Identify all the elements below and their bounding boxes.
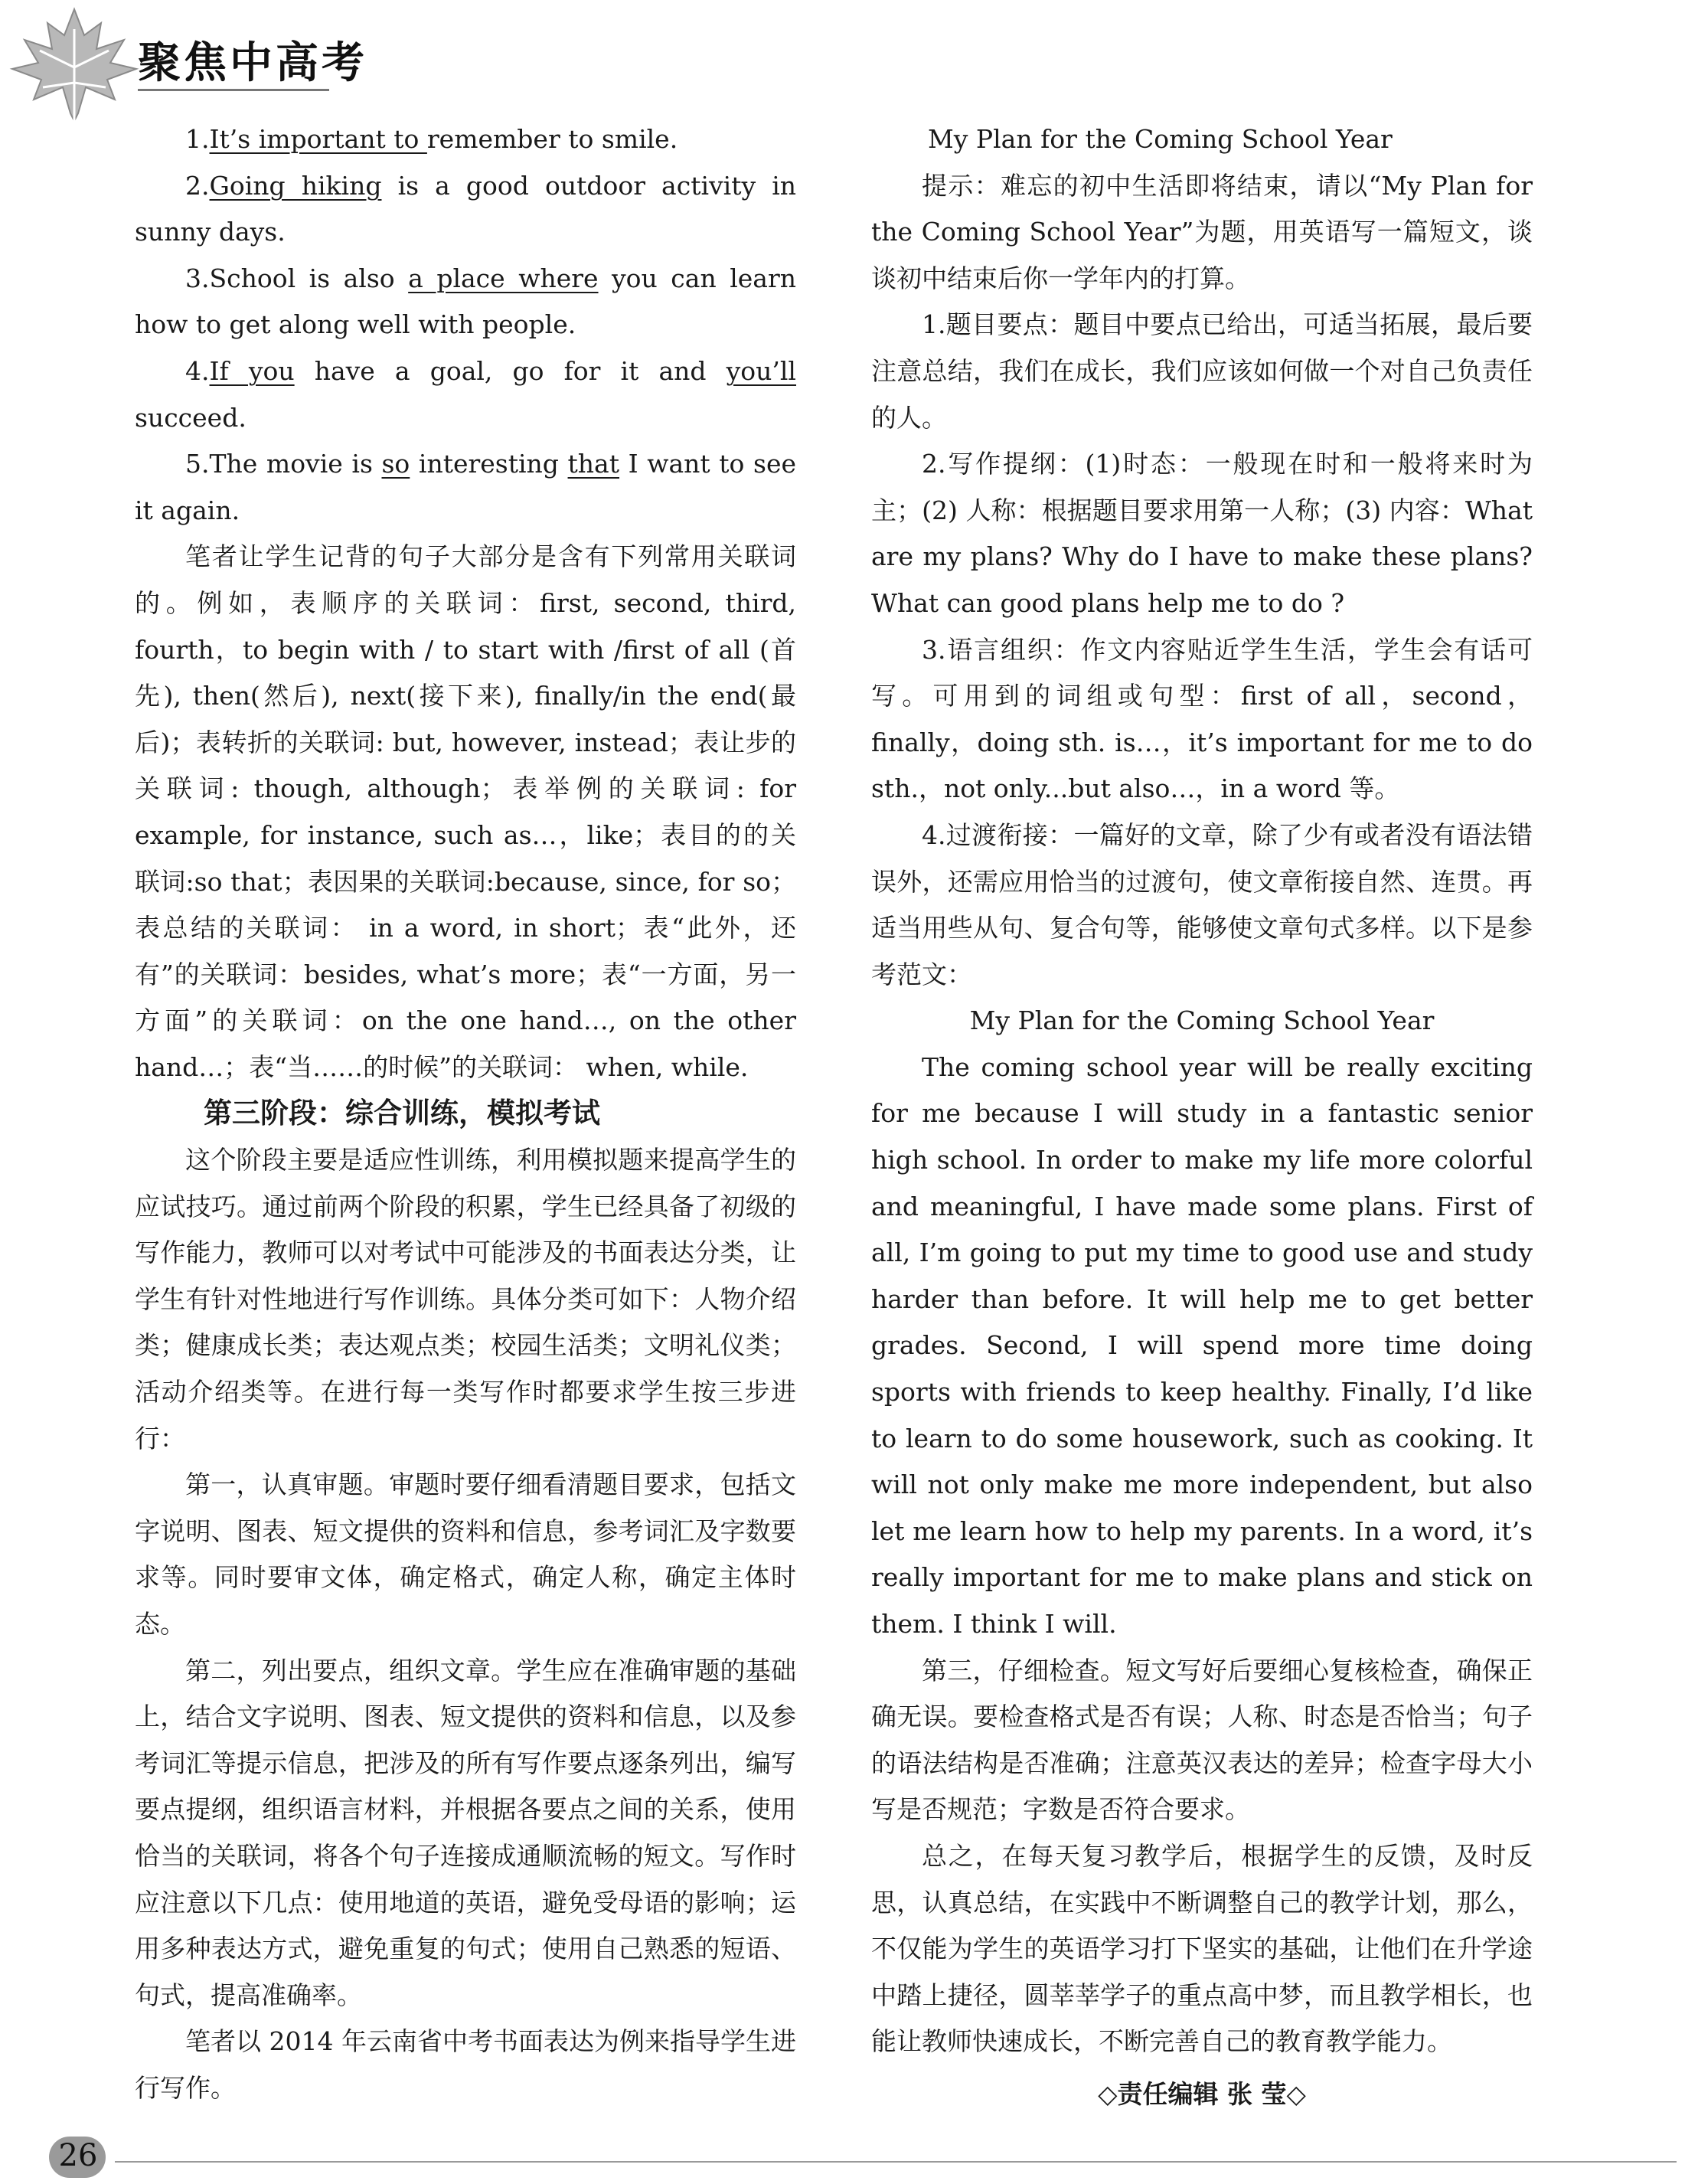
connectives-paragraph: 笔者让学生记背的句子大部分是含有下列常用关联词的。例如，表顺序的关联词：first, second, third, fourth，to begin with / to start with /first of all (首先), then(然后), next(接下来), finally/in the end(最后)；表转折的关联词: but, however, instead；表让步的关联词: though, although；表举例的关联词: for example, for instance, such as…，like；表目的的关联词:so that；表因果的关联词:because, since, for so； 表总结的关联词： in a word, in short；表“此外，还有”的关联词：besides, what’s more；表“一方面，另一方面”的关联词：on the one hand…, on the other hand…；表“当……的时候”的关联词： when, while. — [135, 541, 796, 1082]
sentence-number: 3. — [185, 263, 210, 293]
underlined-phrase: that — [567, 449, 619, 479]
point2-paragraph: 2.写作提纲：(1)时态：一般现在时和一般将来时为主；(2) 人称：根据题目要求用第一人称；(3) 内容：What are my plans? Why do I have to make these plans? What can good plans help me to do ? — [871, 449, 1533, 618]
sentence-text: remember to smile. — [426, 124, 678, 154]
example-sentence — [135, 163, 796, 256]
example-sentences — [135, 116, 796, 534]
essay-title: My Plan for the Coming School Year — [969, 1005, 1435, 1036]
essay-body: The coming school year will be really exciting for me because I will study in a fantastic senior high school. In order to make my life more colorful and meaningful, I have made some plans. First of all, I’m going to put my time to good use and study harder than before. It will help me to get better grades. Second, I will spend more time doing sports with friends to keep healthy. Finally, I’d like to learn to do some housework, such as cooking. It will not only make me more independent, but also let me learn how to help my parents. In a word, it’s really important for me to make plans and stick on them. I think I will. — [871, 1051, 1533, 1639]
magazine-title: 聚焦中高考 — [138, 38, 367, 88]
sentence-number: 2. — [185, 170, 210, 201]
example-sentence — [135, 441, 796, 534]
step3-paragraph: 第三，仔细检查。短文写好后要细心复核检查，确保正确无误。要检查格式是否有误；人称、时态是否恰当；句子的语法结构是否准确；注意英汉表达的差异；检查字母大小写是否规范；字数是否符合要求。 — [871, 1655, 1533, 1825]
right-column — [871, 116, 1533, 2118]
editor-credit: ◇责任编辑 张 莹◇ — [1098, 2078, 1306, 2109]
underlined-phrase: It’s important to — [209, 124, 427, 154]
sentence-text: I want to see it again. — [135, 449, 797, 525]
point1-paragraph: 1.题目要点：题目中要点已给出，可适当拓展，最后要注意总结，我们在成长，我们应该如何做一个对自己负责任的人。 — [871, 309, 1533, 433]
underlined-phrase: you’ll — [726, 355, 796, 386]
example-sentence — [135, 256, 796, 348]
point3-paragraph: 3.语言组织：作文内容贴近学生生活，学生会有话可写。可用到的词组或句型：first of all，second，finally，doing sth. is…，it’s important for me to do sth.，not only...but also…，in a word 等。 — [871, 634, 1533, 804]
underlined-phrase: so — [381, 449, 410, 479]
sentence-number: 4. — [185, 355, 210, 386]
footer-rule — [115, 2161, 1677, 2163]
underlined-phrase: If you — [209, 355, 295, 386]
step2-paragraph: 第二，列出要点，组织文章。学生应在准确审题的基础上，结合文字说明、图表、短文提供的资料和信息，以及参考词汇等提示信息，把涉及的所有写作要点逐条列出，编写要点提纲，组织语言材料，并根据各要点之间的关系，使用恰当的关联词，将各个句子连接成通顺流畅的短文。写作时应注意以下几点：使用地道的英语，避免受母语的影响；运用多种表达方式，避免重复的句式；使用自己熟悉的短语、句式，提高准确率。 — [135, 1655, 796, 2010]
sentence-text: succeed. — [135, 402, 247, 433]
task-title: My Plan for the Coming School Year — [928, 124, 1393, 154]
sentence-text: is a good outdoor activity in sunny days. — [135, 170, 797, 247]
left-column — [135, 116, 796, 2112]
page-header — [0, 0, 1698, 130]
maple-leaf-icon — [9, 6, 139, 121]
hint-paragraph: 提示：难忘的初中生活即将结束，请以“My Plan for the Coming School Year”为题，用英语写一篇短文，谈谈初中结束后你一学年内的打算。 — [871, 170, 1533, 293]
sentence-number: 1. — [185, 124, 210, 154]
underlined-phrase: Going hiking — [209, 170, 382, 201]
summary-paragraph: 总之，在每天复习教学后，根据学生的反馈，及时反思，认真总结，在实践中不断调整自己的教学计划，那么，不仅能为学生的英语学习打下坚实的基础，让他们在升学途中踏上捷径，圆莘莘学子的重点高中梦，而且教学相长，也能让教师快速成长，不断完善自己的教育教学能力。 — [871, 1840, 1533, 2057]
header-rule — [138, 89, 329, 91]
example-sentence — [135, 348, 796, 441]
stage3-paragraph: 这个阶段主要是适应性训练，利用模拟题来提高学生的应试技巧。通过前两个阶段的积累，学生已经具备了初级的写作能力，教师可以对考试中可能涉及的书面表达分类，让学生有针对性地进行写作训练。具体分类可如下：人物介绍类；健康成长类；表达观点类；校园生活类；文明礼仪类；活动介绍类等。在进行每一类写作时都要求学生按三步进行： — [135, 1145, 796, 1453]
point4-paragraph: 4.过渡衔接：一篇好的文章，除了少有或者没有语法错误外，还需应用恰当的过渡句，使文章衔接自然、连贯。再适当用些从句、复合句等，能够使文章句式多样。以下是参考范文： — [871, 819, 1533, 989]
sentence-text: you can learn how to get along well with people. — [135, 263, 796, 340]
sentence-text: School is also — [209, 263, 409, 293]
sentence-number: 5. — [185, 449, 210, 479]
example-intro-paragraph: 笔者以 2014 年云南省中考书面表达为例来指导学生进行写作。 — [135, 2026, 796, 2103]
sentence-text: interesting — [410, 449, 568, 479]
stage3-heading: 第三阶段：综合训练，模拟考试 — [204, 1097, 600, 1130]
underlined-phrase: a place where — [408, 263, 599, 293]
page-number: 26 — [58, 2138, 98, 2173]
sentence-text: have a goal, go for it and — [294, 355, 727, 386]
example-sentence — [135, 116, 796, 163]
sentence-text: The movie is — [209, 449, 382, 479]
step1-paragraph: 第一，认真审题。审题时要仔细看清题目要求，包括文字说明、图表、短文提供的资料和信息，参考词汇及字数要求等。同时要审文体，确定格式，确定人称，确定主体时态。 — [135, 1470, 796, 1639]
